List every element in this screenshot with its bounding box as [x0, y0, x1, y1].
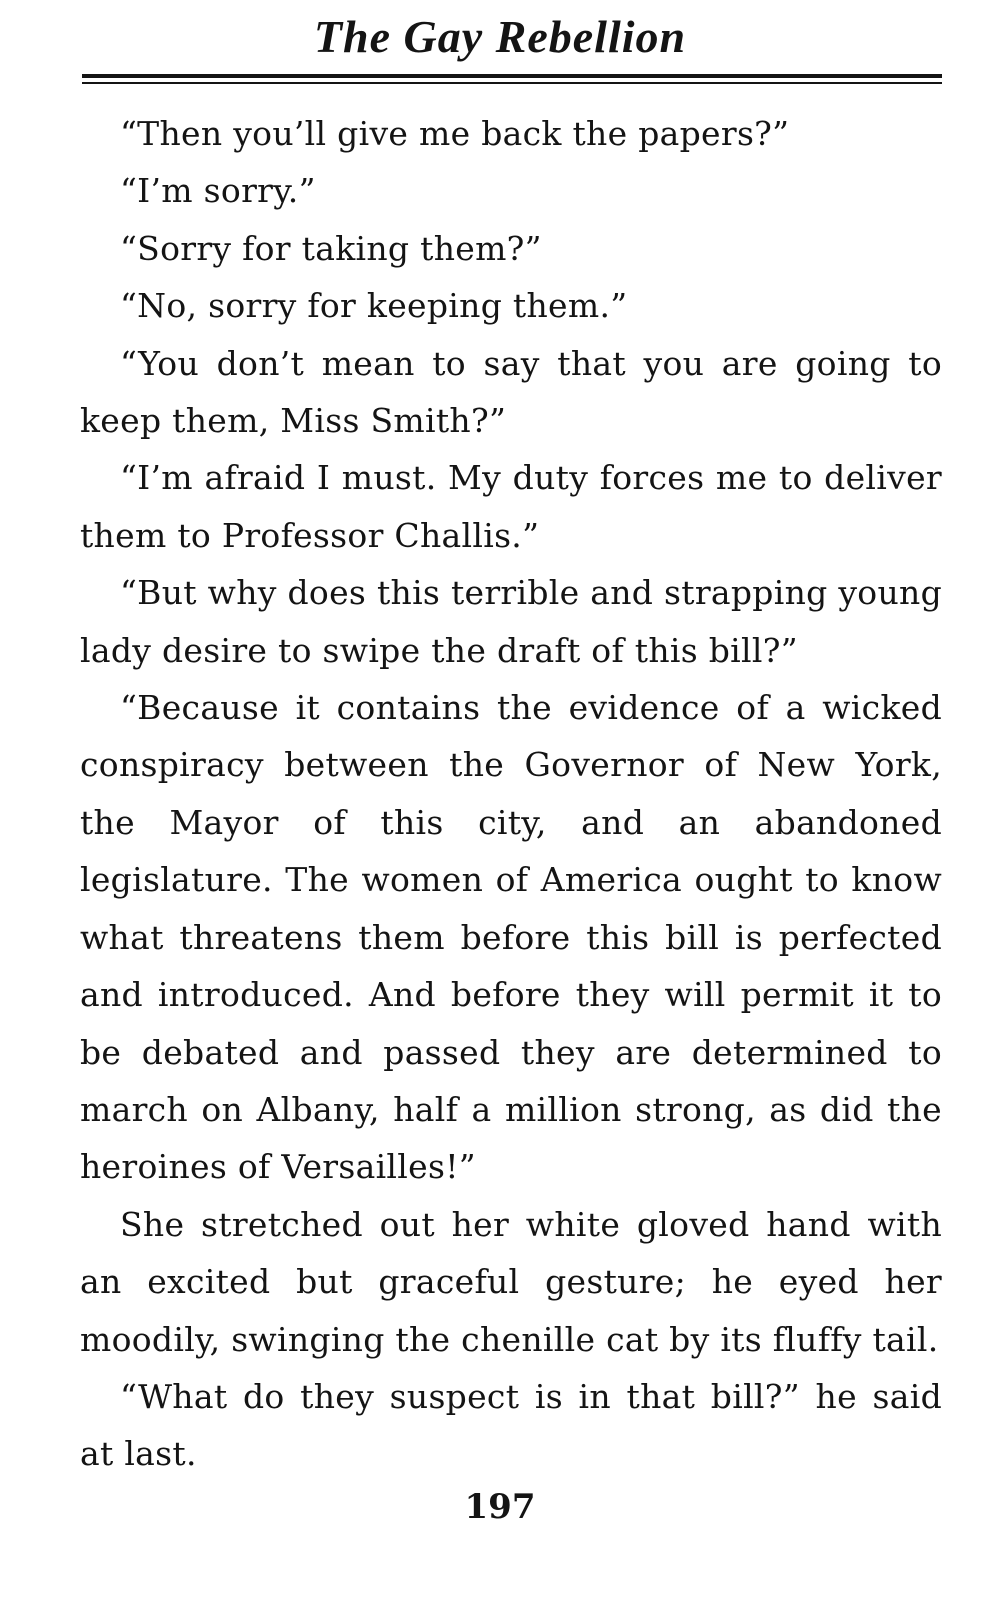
- paragraph-7: “But why does this terrible and strapping young lady desire to swipe the draft of this bill?”: [80, 573, 942, 670]
- header-rule-thick: [82, 74, 942, 78]
- header-rule-thin: [82, 82, 942, 84]
- paragraph-1: “Then you’ll give me back the papers?”: [120, 114, 790, 153]
- paragraph-4: “No, sorry for keeping them.”: [120, 286, 628, 326]
- running-head: The Gay Rebellion: [313, 11, 687, 62]
- paragraph-3: “Sorry for taking them?”: [120, 228, 542, 268]
- paragraph-8: “Because it contains the evidence of a wicked conspiracy between the Governor of New York, the Mayor of this city, and an abandoned legislature. The women of America ought to know what threatens them before this bill is perfected and introduced. And before they will permit it to be debated and passed they are determined to march on Albany, half a million strong, as did the heroines of Versailles!”: [80, 688, 942, 1187]
- body-text: [80, 105, 942, 1483]
- paragraph-10: “What do they suspect is in that bill?” he said at last.: [80, 1376, 942, 1474]
- paragraph-6: “I’m afraid I must. My duty forces me to deliver them to Professor Challis.”: [80, 458, 942, 555]
- paragraph-2: “I’m sorry.”: [120, 171, 316, 211]
- paragraph-9: She stretched out her white gloved hand with an excited but graceful gesture; he eyed her moodily, swinging the chenille cat by its fluffy tail.: [80, 1204, 942, 1359]
- page-number: 197: [464, 1487, 536, 1527]
- paragraph-5: “You don’t mean to say that you are going to keep them, Miss Smith?”: [80, 343, 942, 441]
